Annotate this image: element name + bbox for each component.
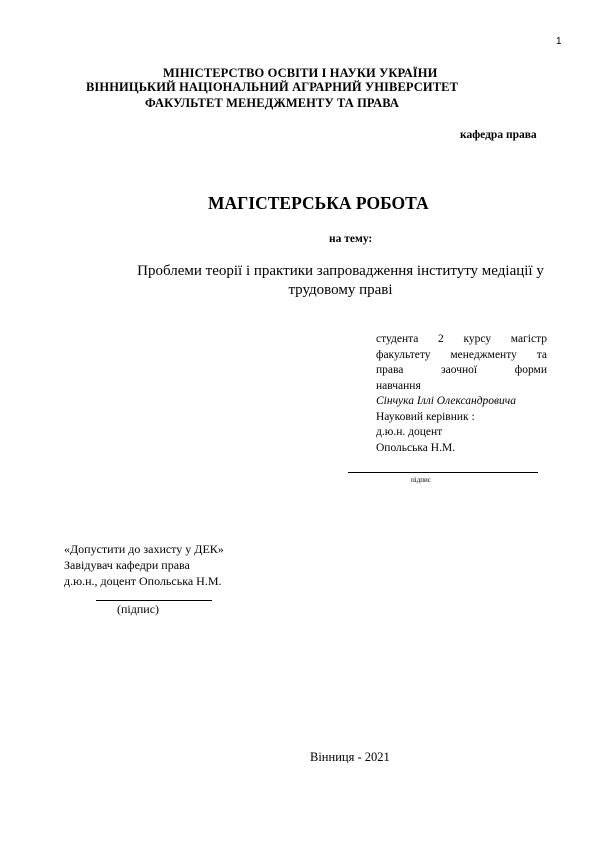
supervisor-name: Опольська Н.М. xyxy=(376,441,456,454)
student-line-1-word: 2 xyxy=(438,333,444,345)
department-label: кафедра права xyxy=(460,129,537,141)
supervisor-degree: д.ю.н. доцент xyxy=(376,426,443,438)
supervisor-label: Науковий керівник : xyxy=(376,410,475,423)
signature-line-supervisor xyxy=(348,472,538,473)
thesis-topic-line-1: Проблеми теорії і практики запровадження інституту медіації у xyxy=(137,263,544,279)
student-line-2-word: менеджменту xyxy=(450,348,517,361)
ministry-heading: МІНІСТЕРСТВО ОСВІТИ І НАУКИ УКРАЇНИ xyxy=(163,66,438,80)
signature-line-head xyxy=(96,600,212,601)
student-line-2-word: факультету xyxy=(376,348,431,361)
student-name: Сінчука Іллі Олександровича xyxy=(376,395,517,407)
student-line-3 xyxy=(376,363,547,379)
page-number: 1 xyxy=(556,36,562,47)
thesis-topic xyxy=(118,262,563,300)
student-line-2-word: та xyxy=(536,348,547,361)
student-line-3-word: заочної xyxy=(441,364,478,376)
signature-caption-head: (підпис) xyxy=(117,602,160,616)
admission-line-1: «Допустити до захисту у ДЕК» xyxy=(64,542,224,556)
student-line-3-word: форми xyxy=(514,364,547,376)
student-line-1 xyxy=(376,332,547,348)
student-info-block xyxy=(376,332,547,456)
admission-line-3: д.ю.н., доцент Опольська Н.М. xyxy=(64,574,222,588)
city-year: Вінниця - 2021 xyxy=(310,750,390,764)
university-heading: ВІННИЦЬКИЙ НАЦІОНАЛЬНИЙ АГРАРНИЙ УНІВЕРСИТЕТ xyxy=(86,80,459,94)
admission-block xyxy=(64,541,224,589)
student-line-4: навчання xyxy=(376,379,421,392)
document-title: МАГІСТЕРСЬКА РОБОТА xyxy=(208,193,429,213)
admission-line-2: Завідувач кафедри права xyxy=(64,558,190,572)
student-line-1-word: магістр xyxy=(510,333,547,345)
faculty-heading: ФАКУЛЬТЕТ МЕНЕДЖМЕНТУ ТА ПРАВА xyxy=(145,96,399,110)
on-topic-label: на тему: xyxy=(329,233,373,245)
student-line-3-word: права xyxy=(376,364,404,376)
student-line-1-word: курсу xyxy=(463,333,492,345)
student-line-2 xyxy=(376,348,547,364)
thesis-topic-line-2: трудовому праві xyxy=(288,282,393,298)
signature-caption-supervisor: підпис xyxy=(411,476,431,484)
student-line-1-word: студента xyxy=(376,333,419,345)
